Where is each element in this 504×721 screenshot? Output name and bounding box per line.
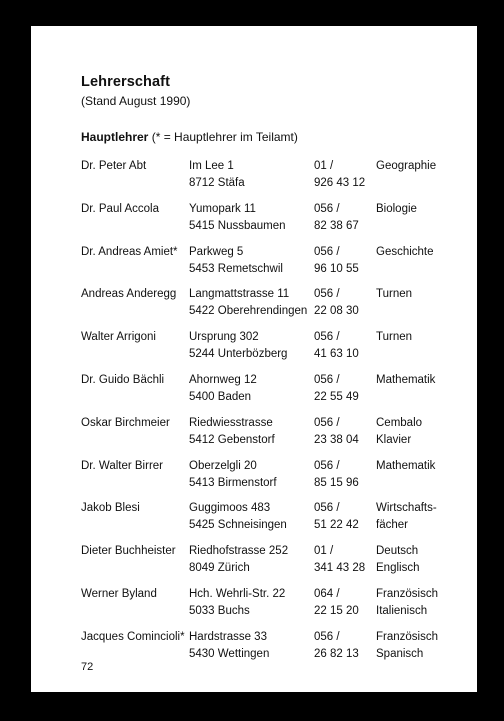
- city: 8712 Stäfa: [189, 177, 245, 189]
- teacher-name: Jakob Blesi: [81, 502, 140, 515]
- teacher-entry: [81, 201, 451, 244]
- subject: Mathematik: [376, 373, 436, 386]
- teacher-name-cell: [81, 543, 176, 560]
- street: Riedhofstrasse 252: [189, 545, 289, 558]
- teacher-name-cell: [81, 286, 176, 303]
- city: 5422 Oberehrendingen: [189, 305, 308, 318]
- city: 5453 Remetschwil: [189, 262, 283, 275]
- teacher-entry: [81, 458, 451, 501]
- address-cell: [189, 329, 287, 363]
- phone-cell: [314, 286, 359, 320]
- teacher-name: Dr. Peter Abt: [81, 160, 147, 172]
- city: 5412 Gebenstorf: [189, 433, 275, 446]
- subject: Wirtschafts-: [376, 502, 437, 515]
- subject-cell: [376, 458, 435, 475]
- teacher-entry: [81, 372, 451, 415]
- subject: fächer: [376, 519, 408, 532]
- address-cell: [189, 543, 288, 577]
- city: 5425 Schneisingen: [189, 519, 287, 532]
- subject: Mathematik: [376, 459, 436, 472]
- section-note: (* = Hauptlehrer im Teilamt): [148, 130, 298, 144]
- teacher-name-cell: [81, 329, 156, 346]
- subject: Geschichte: [376, 245, 434, 258]
- teacher-name-cell: [81, 629, 185, 646]
- teacher-list: [81, 158, 451, 672]
- phone-number: 51 22 42: [314, 519, 359, 532]
- city: 5244 Unterbözberg: [189, 348, 288, 361]
- area-code: 056 /: [314, 288, 340, 301]
- page-subtitle: (Stand August 1990): [81, 94, 191, 108]
- teacher-name-cell: [81, 244, 178, 261]
- street: Hch. Wehrli-Str. 22: [189, 587, 286, 600]
- teacher-entry: [81, 543, 451, 586]
- teacher-name-cell: [81, 372, 164, 389]
- subject: Turnen: [376, 331, 413, 344]
- phone-number: 41 63 10: [314, 348, 359, 361]
- city: 8049 Zürich: [189, 562, 250, 575]
- address-cell: [189, 415, 275, 449]
- street: Hardstrasse 33: [189, 630, 267, 643]
- teacher-name: Dr. Andreas Amiet*: [81, 245, 178, 258]
- phone-cell: [314, 543, 365, 577]
- address-cell: [189, 244, 283, 278]
- teacher-entry: [81, 244, 451, 287]
- teacher-entry: [81, 586, 451, 629]
- subject: Turnen: [376, 288, 413, 301]
- street: Ursprung 302: [189, 331, 259, 344]
- phone-cell: [314, 500, 359, 534]
- phone-number: 85 15 96: [314, 476, 359, 489]
- phone-number: 96 10 55: [314, 262, 359, 275]
- subject: Französisch: [376, 587, 438, 600]
- area-code: 056 /: [314, 373, 340, 386]
- phone-number: 22 08 30: [314, 305, 359, 318]
- city: 5415 Nussbaumen: [189, 219, 286, 232]
- area-code: 01 /: [314, 160, 334, 172]
- subject-cell: [376, 415, 422, 449]
- street: Riedwiesstrasse: [189, 416, 273, 429]
- area-code: 01 /: [314, 545, 334, 558]
- subject-cell: [376, 201, 417, 218]
- teacher-name: Walter Arrigoni: [81, 331, 156, 344]
- phone-number: 926 43 12: [314, 177, 366, 189]
- teacher-entry: [81, 286, 451, 329]
- phone-cell: [314, 201, 359, 235]
- city: 5430 Wettingen: [189, 647, 270, 660]
- teacher-name: Werner Byland: [81, 587, 157, 600]
- subject: Klavier: [376, 433, 412, 446]
- phone-cell: [314, 458, 359, 492]
- address-cell: [189, 586, 285, 620]
- area-code: 056 /: [314, 459, 340, 472]
- phone-cell: [314, 158, 365, 192]
- phone-number: 26 82 13: [314, 647, 359, 660]
- street: Im Lee 1: [189, 160, 234, 172]
- area-code: 056 /: [314, 331, 340, 344]
- street: Guggimoos 483: [189, 502, 271, 515]
- area-code: 056 /: [314, 416, 340, 429]
- city: 5400 Baden: [189, 390, 252, 403]
- subject: Englisch: [376, 562, 420, 575]
- subject-cell: [376, 244, 434, 261]
- area-code: 056 /: [314, 202, 340, 215]
- subject: Französisch: [376, 630, 438, 643]
- teacher-name-cell: [81, 586, 157, 603]
- teacher-name: Dr. Paul Accola: [81, 202, 159, 215]
- address-cell: [189, 286, 307, 320]
- subject: Spanisch: [376, 647, 424, 660]
- teacher-name: Oskar Birchmeier: [81, 416, 170, 429]
- subject-cell: [376, 500, 437, 534]
- address-cell: [189, 500, 287, 534]
- subject-cell: [376, 286, 412, 303]
- teacher-name: Dr. Guido Bächli: [81, 373, 165, 386]
- phone-number: 22 15 20: [314, 604, 359, 617]
- teacher-entry: [81, 415, 451, 458]
- phone-number: 341 43 28: [314, 562, 366, 575]
- page-number: 72: [81, 661, 94, 673]
- subject: Cembalo: [376, 416, 423, 429]
- subject-cell: [376, 629, 438, 663]
- street: Yumopark 11: [189, 202, 256, 215]
- phone-cell: [314, 244, 359, 278]
- teacher-name-cell: [81, 415, 170, 432]
- address-cell: [189, 201, 286, 235]
- phone-cell: [314, 329, 359, 363]
- subject: Biologie: [376, 202, 417, 215]
- teacher-entry: [81, 500, 451, 543]
- address-cell: [189, 458, 277, 492]
- area-code: 056 /: [314, 630, 340, 643]
- area-code: 056 /: [314, 502, 340, 515]
- street: Langmattstrasse 11: [189, 288, 290, 301]
- phone-cell: [314, 586, 359, 620]
- teacher-entry: [81, 329, 451, 372]
- section-title: Hauptlehrer: [81, 130, 149, 144]
- teacher-name-cell: [81, 201, 159, 218]
- document-page: [31, 26, 477, 692]
- subject: Deutsch: [376, 545, 419, 558]
- subject-cell: [376, 329, 412, 346]
- phone-number: 23 38 04: [314, 433, 359, 446]
- section-heading: [81, 130, 298, 144]
- address-cell: [189, 629, 269, 663]
- subject: Italienisch: [376, 604, 428, 617]
- street: Parkweg 5: [189, 245, 244, 258]
- teacher-name: Dieter Buchheister: [81, 545, 176, 558]
- subject-cell: [376, 586, 438, 620]
- street: Ahornweg 12: [189, 373, 257, 386]
- teacher-name-cell: [81, 458, 163, 475]
- subject: Geographie: [376, 160, 437, 172]
- teacher-name-cell: [81, 158, 146, 175]
- subject-cell: [376, 158, 436, 175]
- city: 5033 Buchs: [189, 604, 250, 617]
- street: Oberzelgli 20: [189, 459, 257, 472]
- subject-cell: [376, 372, 435, 389]
- teacher-name-cell: [81, 500, 140, 517]
- area-code: 064 /: [314, 587, 340, 600]
- teacher-name: Andreas Anderegg: [81, 288, 177, 301]
- address-cell: [189, 158, 245, 192]
- teacher-name: Jacques Comincioli*: [81, 630, 185, 643]
- teacher-entry: [81, 629, 451, 672]
- phone-number: 82 38 67: [314, 219, 359, 232]
- phone-number: 22 55 49: [314, 390, 359, 403]
- phone-cell: [314, 415, 359, 449]
- address-cell: [189, 372, 257, 406]
- phone-cell: [314, 372, 359, 406]
- page-title: Lehrerschaft: [81, 74, 171, 90]
- phone-cell: [314, 629, 359, 663]
- area-code: 056 /: [314, 245, 340, 258]
- teacher-name: Dr. Walter Birrer: [81, 459, 163, 472]
- subject-cell: [376, 543, 419, 577]
- teacher-entry: [81, 158, 451, 201]
- city: 5413 Birmenstorf: [189, 476, 277, 489]
